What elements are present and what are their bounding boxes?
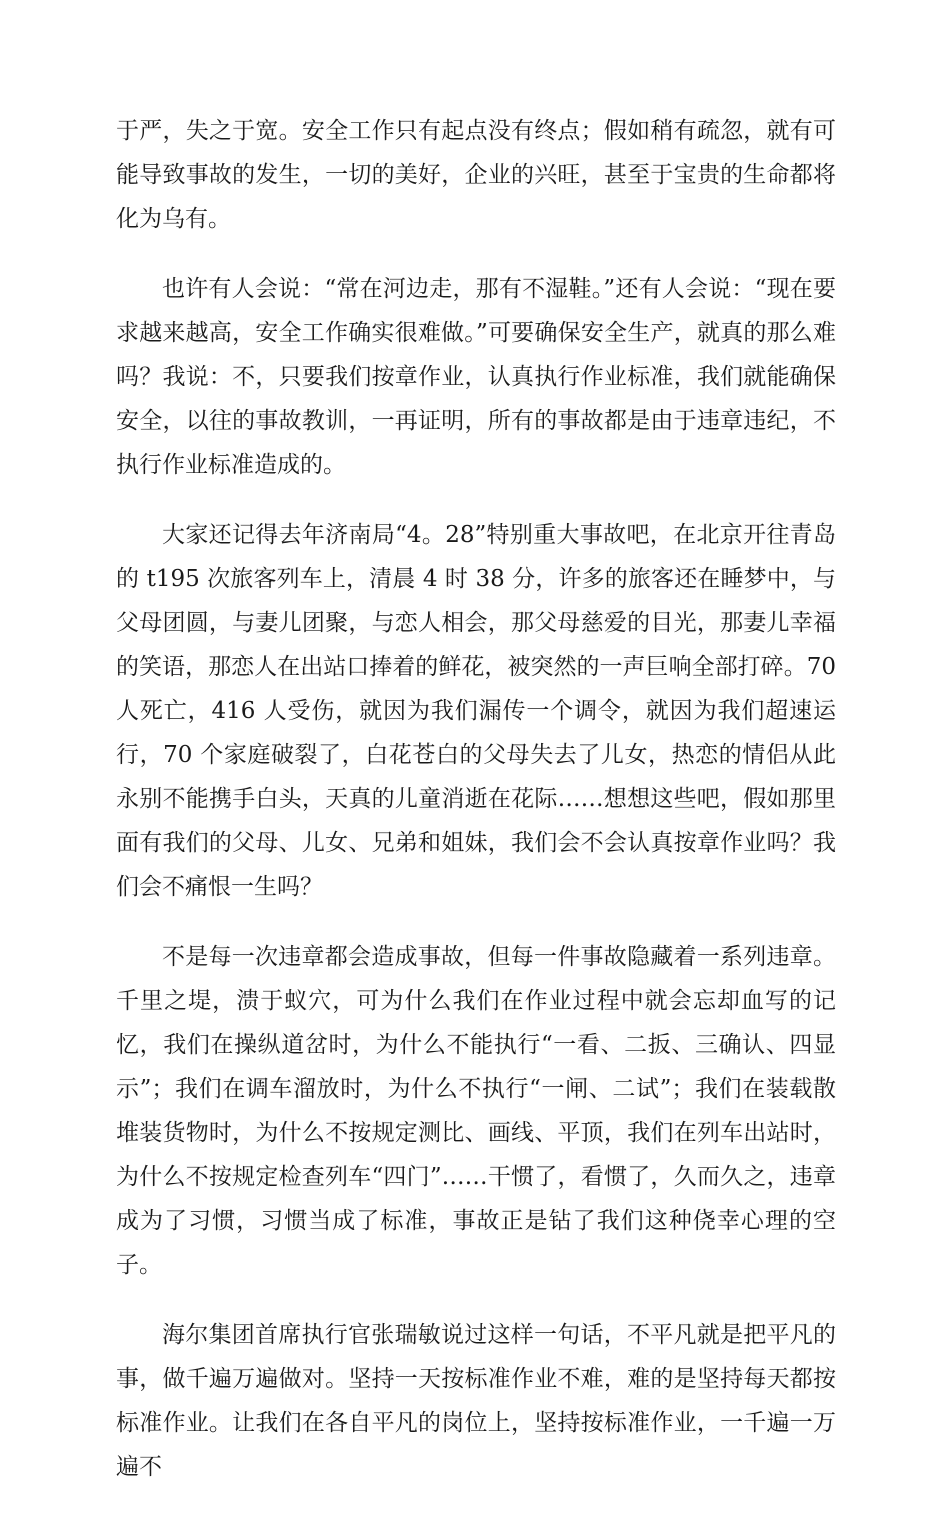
paragraph-3: 大家还记得去年济南局“4。28”特别重大事故吧，在北京开往青岛的 t195 次旅客列车上，清晨 4 时 38 分，许多的旅客还在睡梦中，与父母团圆，与妻儿团聚，与恋人相会，那父母慈爱的目光，那妻儿幸福的笑语，那恋人在出站口捧着的鲜花，被突然的一声巨响全部打碎。70 人死亡，416 人受伤，就因为我们漏传一个调令，就因为我们超速运行，70 个家庭破裂了，白花苍白的父母失去了儿女，热恋的情侣从此永别不能携手白头，天真的儿童消逝在花际……想想这些吧，假如那里面有我们的父母、儿女、兄弟和姐妹，我们会不会认真按章作业吗？我们会不痛恨一生吗？ xyxy=(116,522,836,900)
paragraph-2: 也许有人会说：“常在河边走，那有不湿鞋。”还有人会说：“现在要求越来越高，安全工作确实很难做。”可要确保安全生产，就真的那么难吗？我说：不，只要我们按章作业，认真执行作业标准，我们就能确保安全，以往的事故教训，一再证明，所有的事故都是由于违章违纪，不执行作业标准造成的。 xyxy=(116,276,836,478)
paragraph-1: 于严，失之于宽。安全工作只有起点没有终点；假如稍有疏忽，就有可能导致事故的发生，一切的美好，企业的兴旺，甚至于宝贵的生命都将化为乌有。 xyxy=(116,118,836,232)
paragraph-4: 不是每一次违章都会造成事故，但每一件事故隐藏着一系列违章。千里之堤，溃于蚁穴，可为什么我们在作业过程中就会忘却血写的记忆，我们在操纵道岔时，为什么不能执行“一看、二扳、三确认、四显示”；我们在调车溜放时，为什么不执行“一闸、二试”；我们在装载散堆装货物时，为什么不按规定测比、画线、平顶，我们在列车出站时，为什么不按规定检查列车“四门”……干惯了，看惯了，久而久之，违章成为了习惯，习惯当成了标准，事故正是钻了我们这种侥幸心理的空子。 xyxy=(116,944,836,1278)
paragraph-5: 海尔集团首席执行官张瑞敏说过这样一句话，不平凡就是把平凡的事，做千遍万遍做对。坚持一天按标准作业不难，难的是坚持每天都按标准作业。让我们在各自平凡的岗位上，坚持按标准作业，一千遍一万遍不 xyxy=(116,1322,836,1480)
document-body xyxy=(116,109,836,1515)
